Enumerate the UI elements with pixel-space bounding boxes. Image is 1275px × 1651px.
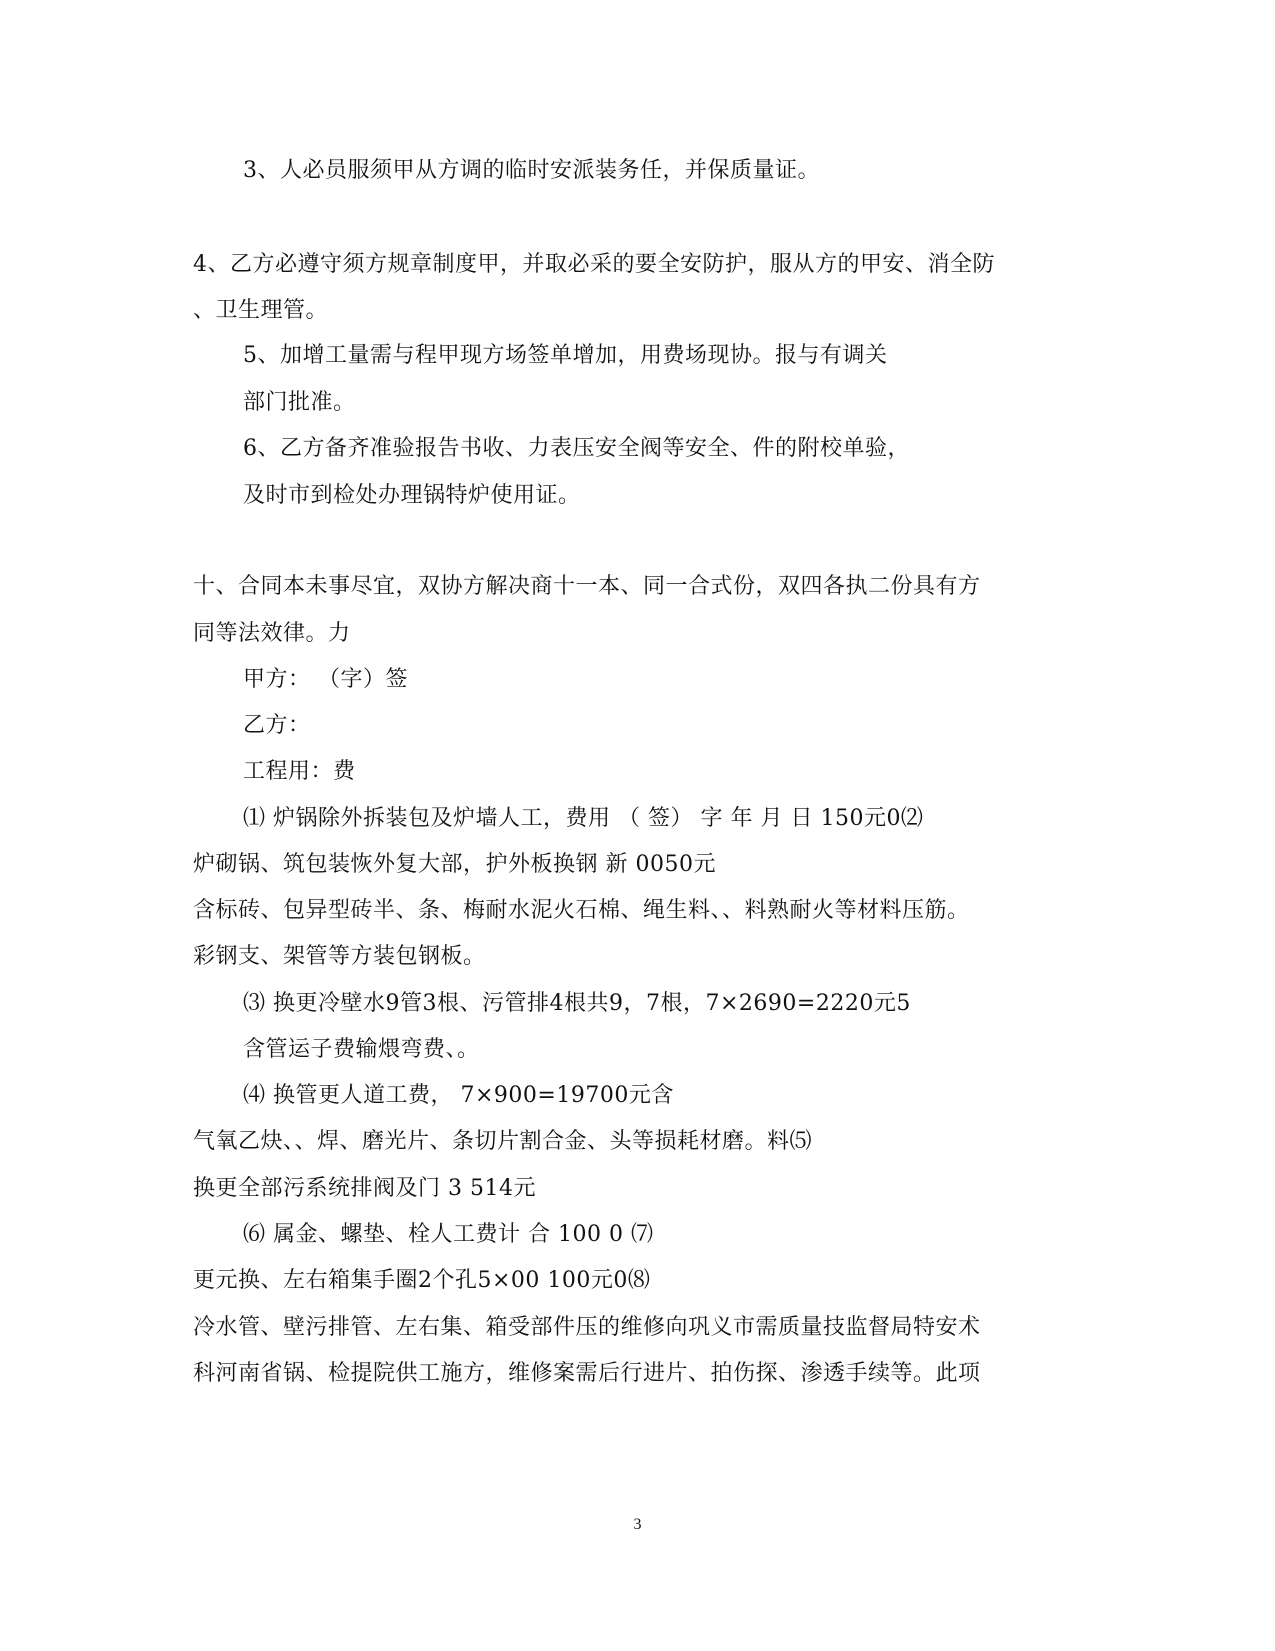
clause-5-line-1: 5、加增工量需与程甲现方场签单增加，用费场现协。报与有调关 [243, 343, 888, 368]
clause-4-line-1: 4、乙方必遵守须方规章制度甲，并取必采的要全安防护，服从方的甲安、消全防 [193, 252, 995, 277]
project-cost-heading: 工程用：费 [243, 759, 356, 784]
cost-item-2-materials-cont: 彩钢支、架管等方装包钢板。 [193, 944, 486, 969]
page-number: 3 [633, 1516, 642, 1533]
clause-4-line-2: 、卫生理管。 [193, 298, 329, 323]
cost-item-4-materials: 气氧乙炔、、焊、磨光片、条切片割合金、头等损耗材磨。料⑸ [193, 1129, 813, 1154]
party-b: 乙方： [243, 713, 311, 738]
clause-3: 3、人必员服须甲从方调的临时安派装务任，并保质量证。 [243, 158, 820, 183]
party-a-signature: 甲方： （字）签 [243, 667, 408, 692]
clause-5-line-2: 部门批准。 [243, 390, 356, 415]
cost-item-8-line-1: 冷水管、壁污排管、左右集、箱受部件压的维修向巩义市需质量技监督局特安术 [193, 1315, 981, 1340]
clause-6-line-2: 及时市到检处办理锅特炉使用证。 [243, 483, 581, 508]
cost-item-8-line-2: 科河南省锅、检提院供工施方，维修案需后行进片、拍伤探、渗透手续等。此项 [193, 1361, 981, 1386]
cost-item-3-note: 含管运子费输煨弯费、。 [243, 1037, 480, 1062]
cost-item-7: 更元换、左右箱集手圈2个孔5×00 100元0⑻ [193, 1268, 651, 1293]
section-10-line-1: 十、合同本未事尽宜，双协方解决商十一本、同一合式份，双四各执二份具有方 [193, 574, 981, 599]
cost-item-4: ⑷ 换管更人道工费， 7×900=19700元含 [243, 1083, 674, 1108]
cost-item-1: ⑴ 炉锅除外拆装包及炉墙人工，费用 （ 签） 字 年 月 日 150元0⑵ [243, 806, 924, 831]
clause-6-line-1: 6、乙方备齐准验报告书收、力表压安全阀等安全、件的附校单验， [243, 436, 910, 461]
section-10-line-2: 同等法效律。力 [193, 621, 351, 646]
cost-item-6: ⑹ 属金、螺垫、栓人工费计 合 100 0 ⑺ [243, 1222, 654, 1247]
cost-item-2-materials: 含标砖、包异型砖半、条、梅耐水泥火石棉、绳生料、、料熟耐火等材料压筋。 [193, 898, 970, 923]
cost-item-2: 炉砌锅、筑包装恢外复大部，护外板换钢 新 0050元 [193, 852, 716, 877]
cost-item-5: 换更全部污系统排阀及门 3 514元 [193, 1176, 536, 1201]
cost-item-3: ⑶ 换更冷壁水9管3根、污管排4根共9，7根，7×2690=2220元5 [243, 991, 911, 1016]
